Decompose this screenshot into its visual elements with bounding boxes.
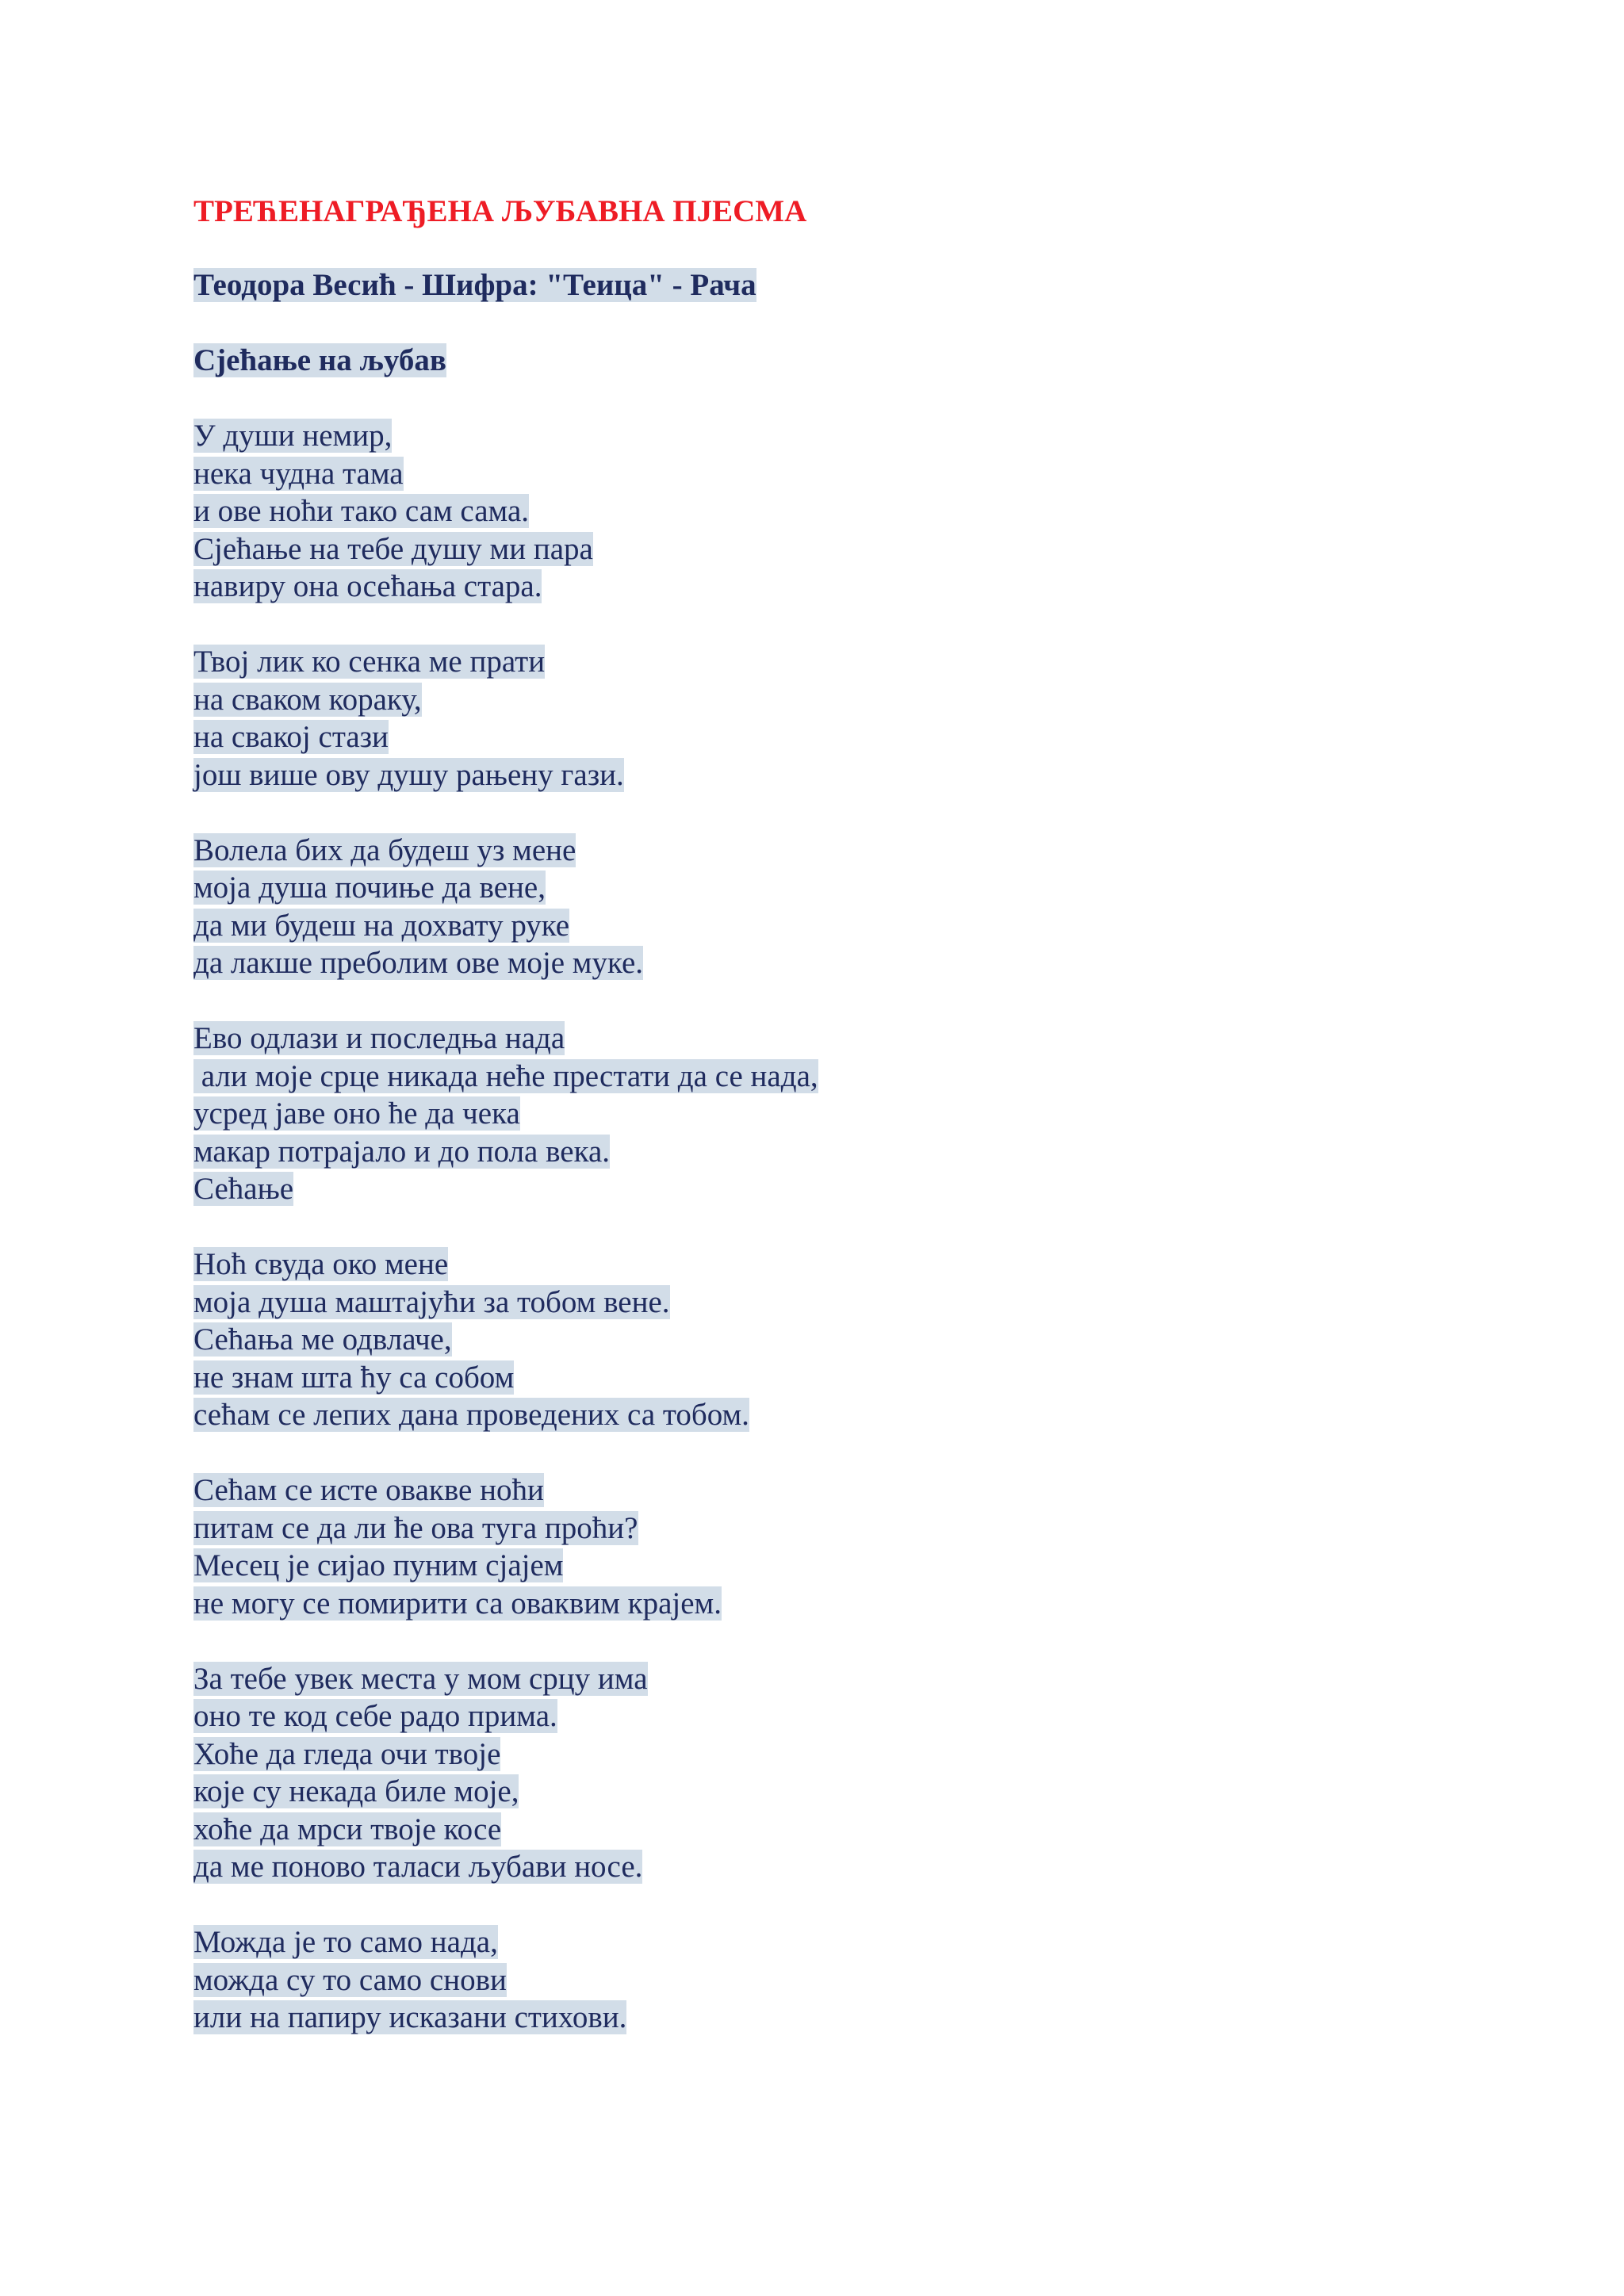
poem-line-row <box>193 417 1542 455</box>
stanza-gap <box>193 1208 1542 1246</box>
poem-line-row <box>193 1246 1542 1284</box>
stanza <box>193 643 1542 794</box>
poem-line-row <box>193 1396 1542 1434</box>
poem-line: моја душа почиње да вене, <box>193 871 546 905</box>
poem-line-row <box>193 1735 1542 1774</box>
poem-line-row <box>193 1811 1542 1849</box>
stanza <box>193 1246 1542 1434</box>
poem-line-row <box>193 1133 1542 1171</box>
poem-line-row <box>193 718 1542 756</box>
poem-line-row <box>193 1359 1542 1397</box>
poem-line: али моје срце никада неће престати да се нада, <box>193 1058 818 1093</box>
document-content <box>193 191 1542 2037</box>
poem-line: макар потрајало и до пола века. <box>193 1134 611 1169</box>
poem-line-row <box>193 530 1542 568</box>
poem-line: или на папиру исказани стихови. <box>193 2000 627 2034</box>
poem-line: не знам шта ћу са собом <box>193 1360 515 1395</box>
poem-line-row <box>193 681 1542 719</box>
stanza-gap <box>193 1886 1542 1924</box>
poem-line-row <box>193 1170 1542 1208</box>
poem-line: и ове ноћи тако сам сама. <box>193 494 530 528</box>
poem-line: усред јаве оно ће да чека <box>193 1096 520 1131</box>
poem-line: навиру она осећања стара. <box>193 569 542 603</box>
poem-line-row <box>193 1773 1542 1811</box>
poem-line-row <box>193 1848 1542 1886</box>
poem-line: Волела бих да будеш уз мене <box>193 832 576 867</box>
poem-line: на свакој стази <box>193 720 389 754</box>
stanza-gap <box>193 1434 1542 1472</box>
poem-title: Сјећање на љубав <box>193 343 446 377</box>
poem-line: Ево одлази и последња нада <box>193 1021 565 1055</box>
poem-line-row <box>193 1510 1542 1548</box>
poem-line-row <box>193 756 1542 794</box>
poem-title-row <box>193 342 1542 379</box>
poem-line-row <box>193 1697 1542 1735</box>
spacer <box>193 304 1542 342</box>
poem-line: на сваком кораку, <box>193 682 422 717</box>
stanza <box>193 1471 1542 1622</box>
poem-line-row <box>193 1660 1542 1698</box>
poem-line: још више ову душу рањену гази. <box>193 757 624 792</box>
poem-line-row <box>193 907 1542 945</box>
poem-line: које су некада биле моје, <box>193 1774 519 1808</box>
poem-line-row <box>193 455 1542 493</box>
spacer <box>193 232 1542 266</box>
stanza-gap <box>193 982 1542 1020</box>
poem-line: питам се да ли ће ова туга проћи? <box>193 1510 638 1545</box>
poem-line: оно те код себе радо прима. <box>193 1699 557 1733</box>
poem-line: можда су то само снови <box>193 1962 507 1997</box>
poem-line-row <box>193 832 1542 870</box>
poem-line: У души немир, <box>193 419 393 453</box>
poem-line-row <box>193 869 1542 907</box>
poem-line-row <box>193 1547 1542 1585</box>
poem-line-row <box>193 643 1542 681</box>
stanza-gap <box>193 794 1542 832</box>
poem-line: Месец је сијао пуним сјајем <box>193 1548 564 1582</box>
award-title: ТРЕЋЕНАГРАЂЕНА ЉУБАВНА ПЈЕСМА <box>193 194 807 228</box>
poem-line-row <box>193 1095 1542 1133</box>
poem-line-row <box>193 492 1542 530</box>
stanza-gap <box>193 606 1542 644</box>
poem-line-row <box>193 1585 1542 1623</box>
poem-line-row <box>193 1321 1542 1359</box>
poem-line: Твој лик ко сенка ме прати <box>193 645 546 679</box>
spacer <box>193 379 1542 417</box>
poem-line: хоће да мрси твоје косе <box>193 1812 502 1846</box>
poem-line: Сећања ме одвлаче, <box>193 1322 452 1357</box>
poem-line: Хоће да гледа очи твоје <box>193 1736 501 1771</box>
poem-line: Сјећање на тебе душу ми пара <box>193 531 593 566</box>
poem-line-row <box>193 1058 1542 1096</box>
poem-line: Ноћ свуда око мене <box>193 1247 449 1281</box>
poem-line: да ме поново таласи љубави носе. <box>193 1850 643 1884</box>
stanza <box>193 1923 1542 2037</box>
poem-line: да ми будеш на дохвату руке <box>193 908 570 943</box>
stanza <box>193 417 1542 606</box>
poem-line-row <box>193 1961 1542 1999</box>
poem-line-row <box>193 1471 1542 1510</box>
poem-line: моја душа маштајући за тобом вене. <box>193 1284 670 1319</box>
poem-line: Можда је то само нада, <box>193 1925 498 1959</box>
stanza <box>193 832 1542 982</box>
poem-line: сећам се лепих дана проведених са тобом. <box>193 1398 749 1432</box>
poem-line-row <box>193 1284 1542 1322</box>
poem-line: да лакше преболим ове моје муке. <box>193 946 644 980</box>
stanza-gap <box>193 1622 1542 1660</box>
stanza <box>193 1660 1542 1886</box>
poem-line: Сећам се исте овакве ноћи <box>193 1473 544 1507</box>
author-line: Теодора Весић - Шифра: "Теица" - Рача <box>193 268 756 302</box>
poem-line: нека чудна тама <box>193 456 404 491</box>
author-line-row <box>193 266 1542 304</box>
poem-line: Сећање <box>193 1172 294 1206</box>
poem-line-row <box>193 1999 1542 2037</box>
poem-line-row <box>193 1020 1542 1058</box>
stanza <box>193 1020 1542 1208</box>
poem-line-row <box>193 1923 1542 1961</box>
poem-line-row <box>193 944 1542 982</box>
poem-line: За тебе увек места у мом срцу има <box>193 1661 648 1696</box>
poem-line: не могу се помирити са оваквим крајем. <box>193 1586 722 1621</box>
poem-line-row <box>193 568 1542 606</box>
poem-body <box>193 417 1542 2037</box>
